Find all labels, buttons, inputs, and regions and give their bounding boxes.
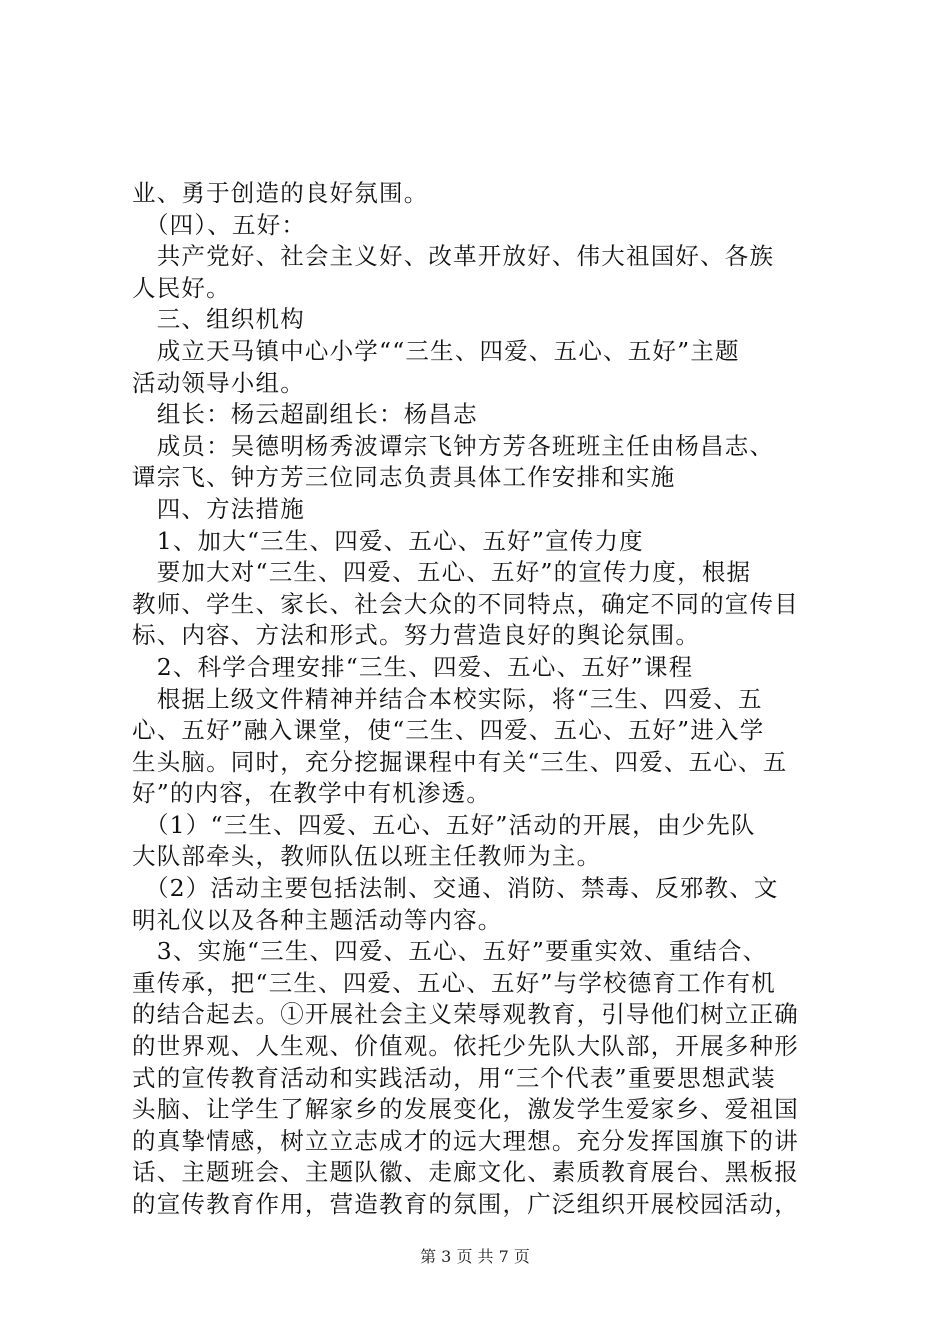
text-line: 心、五好”融入课堂，使“三生、四爱、五心、五好”进入学: [132, 716, 765, 745]
text-line: 头脑、让学生了解家乡的发展变化，激发学生爱家乡、爱祖国: [132, 1095, 799, 1124]
text-line: 的宣传教育作用，营造教育的氛围，广泛组织开展校园活动，: [132, 1190, 799, 1218]
text-line: 话、主题班会、主题队徽、走廊文化、素质教育展台、黑板报: [132, 1158, 799, 1187]
text-line: 成立天马镇中心小学““三生、四爱、五心、五好”主题: [132, 336, 740, 365]
text-line: 生头脑。同时，充分挖掘课程中有关“三生、四爱、五心、五: [132, 747, 788, 776]
text-line: 根据上级文件精神并结合本校实际，将“三生、四爱、五: [132, 684, 763, 713]
text-line: 要加大对“三生、四爱、五心、五好”的宣传力度，根据: [132, 558, 752, 587]
text-line: 业、勇于创造的良好氛围。: [132, 179, 429, 207]
text-line: 式的宣传教育活动和实践活动，用“三个代表”重要思想武装: [132, 1063, 776, 1092]
text-line: 3、实施“三生、四爱、五心、五好”要重实效、重结合、: [132, 937, 768, 966]
text-line: 好”的内容，在教学中有机渗透。: [132, 779, 492, 808]
text-line: 共产党好、社会主义好、改革开放好、伟大祖国好、各族: [132, 242, 775, 271]
text-line: 的世界观、人生观、价值观。依托少先队大队部，开展多种形: [132, 1032, 799, 1061]
text-line: （1）“三生、四爱、五心、五好”活动的开展，由少先队: [132, 810, 756, 839]
text-line: （四）、五好：: [132, 210, 307, 239]
text-line: 谭宗飞、钟方芳三位同志负责具体工作安排和实施: [132, 463, 676, 492]
text-line: 成员：吴德明杨秀波谭宗飞钟方芳各班班主任由杨昌志、: [132, 431, 775, 460]
document-body: [132, 178, 832, 1221]
section-heading: 三、组织机构: [132, 305, 305, 334]
text-line: 标、内容、方法和形式。努力营造良好的舆论氛围。: [132, 621, 701, 650]
text-line: 重传承，把“三生、四爱、五心、五好”与学校德育工作有机: [132, 968, 776, 997]
text-line: 人民好。: [132, 273, 231, 302]
subsection-heading: 2、科学合理安排“三生、四爱、五心、五好”课程: [132, 652, 694, 681]
text-line: 的真挚情感，树立立志成才的远大理想。充分发挥国旗下的讲: [132, 1126, 799, 1155]
text-line: 大队部牵头，教师队伍以班主任教师为主。: [132, 842, 602, 871]
text-line: 的结合起去。①开展社会主义荣辱观教育，引导他们树立正确: [132, 1000, 799, 1029]
page-number-footer: 第 3 页 共 7 页: [420, 1247, 530, 1266]
section-heading: 四、方法措施: [132, 494, 305, 523]
text-line: 教师、学生、家长、社会大众的不同特点，确定不同的宣传目: [132, 589, 799, 618]
text-line: 明礼仪以及各种主题活动等内容。: [132, 905, 503, 934]
subsection-heading: 1、加大“三生、四爱、五心、五好”宣传力度: [132, 526, 644, 555]
text-line: 组长：杨云超副组长：杨昌志: [132, 400, 478, 429]
text-line: 活动领导小组。: [132, 368, 305, 397]
text-line: （2）活动主要包括法制、交通、消防、禁毒、反邪教、文: [132, 874, 779, 903]
